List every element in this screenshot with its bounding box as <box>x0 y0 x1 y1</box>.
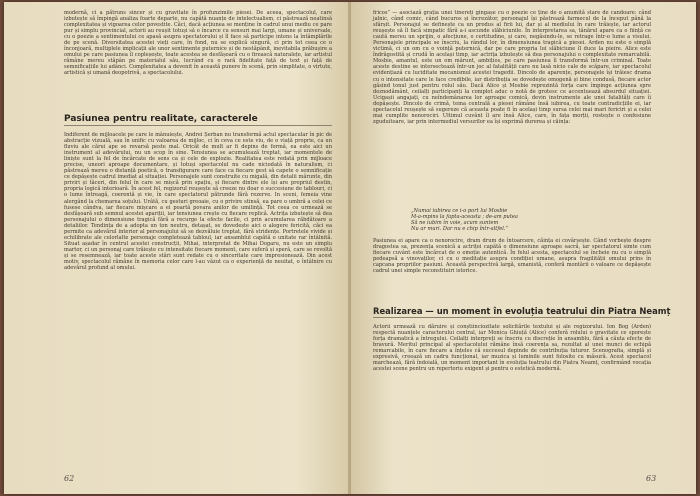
verse-line: Să ne iubim în voie, acum suntem <box>411 220 499 227</box>
right-paragraph-1: fricos” — asociază grația unei tinereți gingașe cu o poezie ce ține de o anumită stare de candoare: când jalnic, când comic, când bucuros și încrezător, personajul își păstrează farmecul de la început până la sfârșit. Personajul se definește ca un produs al firii lui, dar și al mediului în care trăiește, iar actorul reușește să îl facă simpatic fără a-i ascunde slăbiciunile. În interpretarea sa, tânărul apare ca o ființă ce caută mereu un sprijin, o afecțiune, o certitudine, și care, negăsindu-le, se retrage într-o lume a visului. Personajele principale se înscriu, la rândul lor, în dimensiunea tragică a piesei. Arden nu este o simplă victimă, ci un om cu o voință puternică, dar pe care propria lui slăbiciune îl duce la pieire. Alice este îndrăgostită și crudă în același timp, iar actrița izbutește să dea personajului o complexitate remarcabilă. Mosbie, amantul, este un om mărunt, ambițios, pe care pasiunea îl transformă într-un criminal. Toate aceste destine se intersectează într-un joc al fatalității care nu lasă nicio cale de scăpare, iar spectacolul evidențiază cu luciditate mecanismul acestei tragedii. Dincolo de aparențe, personajele își trăiesc drama cu o intensitate care le face credibile, iar distribuția se dovedește omogenă și bine condusă, fiecare actor găsind tonul just pentru rolul său. Dacă Alice și Mosbie reprezintă forța care împinge acțiunea spre deznodământ, ceilalți participanți la complot aduc o notă de grotesc ce accentuează absurdul situației. Ucigașii angajați, cu neîndemânarea lor aproape comică, devin instrumente ale unei fatalități care îi depășește. Dincolo de crimă, tema centrală a piesei rămâne însă iubirea, cu toate contradicțiile ei, iar spectacolul reușește să sugereze că aceasta poate fi în același timp sursa celei mai mari fericiri și a celei mai cumplite nenorociri. Ultimul cuvânt îl are însă Alice, care, în fața morții, rostește o confesiune zguduitoare, iar prin intermediul versurilor ea își exprimă durerea și căința: <box>373 10 651 125</box>
left-heading: Pasiunea pentru realitate, caracterele <box>64 114 258 124</box>
right-heading-rule <box>373 317 651 318</box>
verse-line: Nu ar muri. Dar nu e chip într-altfel.” <box>411 226 509 233</box>
right-paragraph-3: Actorii urmează cu dăruire și conștiinciozitate solicitările textului și ale regizorului. Ion Bog (Arden) respectă nuanțele caracterului central, iar Monica Ghiuță (Alice) conferă rolului o gravitate ce sporește forța dramatică a întregului. Ceilalți interpreți se înscriu cu discreție în ansamblu, fără a căuta efecte de bravură. Meritul principal al spectacolului rămâne însă coerența sa, rezultat al unei munci de echipă remarcabile, în care fiecare a înțeles că succesul depinde de contribuția tuturor. Scenografia, simplă și expresivă, creează un cadru funcțional, iar muzica și luminile sunt folosite cu măsură. Acest spectacol marchează, fără îndoială, un moment important în evoluția teatrului din Piatra Neamț, confirmând vocația acestei scene pentru un repertoriu exigent și pentru o estetică modernă. <box>373 324 651 373</box>
book-spread <box>4 2 696 494</box>
left-heading-rule <box>64 125 332 126</box>
left-paragraph-2: Indiferent de mijloacele pe care le mânuiește, Andrei Șerban nu transformă actul spectacular în pic de abstracție vizuală, sau în unific cu valoarea de mijloc, ci în ceva ce este viu, de o viață proprie, ca un fluviu ale cărui ape se revarsă peste mal. Oricât de mult ar fi depins de formă, ea este aici un instrument al adevărului, nu un scop în sine. Tensiunea se acumulează treptat, iar momentele de liniște sunt la fel de încărcate de sens ca și cele de explozie. Realitatea este redată prin mijloace precise, uneori aproape documentare, și totuși spectacolul nu cade niciodată în naturalism, ci păstrează mereu o distanță poetică, o transfigurare care face ca fiecare gest să capete o semnificație ce depășește cadrul imediat al situației. Personajele sunt construite cu migală, din detalii mărunte, din priviri și tăceri, din felul în care se mișcă prin spațiu, și fiecare dintre ele își are propriul destin, propria logică interioară. În acest fel, regizorul reușește să creeze nu doar o succesiune de tablouri, ci o lume întreagă, coerentă și vie, în care spectatorul pătrunde fără rezerve. In sceni, femeia vine alergând la chemarea soțului. Urâtă, cu gesturi greoaie, cu o privire stinsă, ea pare o umbră a celei ce fusese cândva, iar fiecare mișcare a ei poartă povara anilor de umilință. Tot ceea ce urmează se desfășoară sub semnul acestei apariții, iar tensiunea crește cu fiecare replică. Actrița izbutește să dea personajului o dimensiune tragică fără a recurge la efecte facile, ci prin acumularea răbdătoare a detaliilor. Tendința de a adopta un ton neutru, detașat, se dovedește aici o alegere fericită, căci ea permite ca adevărul interior al personajului să se dezvăluie treptat, fără stridențe. Portretele vivide și echilibrate ale celorlalte personaje completează tabloul, iar ansamblul capătă o unitate rar întâlnită. Situat așadar în centrul acestei construcții, Mihai, interpretat de Mihai Dogaru, nu este un simplu martor, ci un personaj care trăiește cu intensitate fiecare moment, care suferă și speră, care se revoltă și se resemnează, iar toate aceste stări sunt redate cu o sinceritate care impresionează. Din acest motiv, spectacolul rămâne în memoria celor care l-au văzut ca o experiență de neuitat, o întâlnire cu adevărul profund al omului. <box>64 132 332 272</box>
verse-line: „Numai iubirea ce i-o port lui Mosbie <box>411 208 508 214</box>
page-number-right: 63 <box>646 474 657 483</box>
right-heading: Realizarea — un moment în evoluția teatrului din Piatra Neamț <box>373 306 671 316</box>
verse-line: M-a-mpins la fapta-aceasta ; de-am putea <box>411 214 518 221</box>
right-paragraph-2: Pasiunea ei apare ca o nenorocire, dram drum de întoarcere, căința ei covârșește. Când vorbește despre dragostea sa, prezența scenică a actriței capătă o dimensiune aproape sacră, iar spectatorul simte cum fiecare cuvânt este încărcat de o emoție autentică. În felul acesta, spectacolul se încheie nu cu o simplă pedeapsă a vinovaților, ci cu o meditație asupra condiției umane, asupra fragilității omului prins în capcana propriilor pasiuni. Această perspectivă largă, umanistă, conferă montării o valoare ce depășește cadrul unei simple reconstituiri istorice. <box>373 238 651 275</box>
left-page <box>4 2 349 494</box>
verse-quote <box>411 208 518 232</box>
page-number-left: 62 <box>64 474 75 483</box>
left-paragraph-1: modernă, ci a pătruns sincer și cu gravitate în profunzimile piesei. De aceea, spectacolul, care izbutește să împingă analiza foarte departe, nu capătă nuanțe de intelectualism, ci păstrează neatinsă complexitatea și vigoarea celor povestite. Căci, dacă acțiunea se menține în cadrul unui mediu ce pare pur și simplu provincial, actorii au reușit totuși să o încarce cu sensuri mai largi, umane și universale, cu o poezie a sentimentului ce apasă asupra spectatorului și îl face să participe intens la întâmplările de pe scenă. Diversitatea acestei vieți care, în fond, nu se explică singură, ci prin tot ceea ce o înconjoară, multiplele implicații ale unor sentimente puternice și de nestăpânit, inevitabila prăbușire a omului pe care pasiunea îl copleșește, toate acestea se desfășoară cu o firească naturalețe, iar artistul rămâne mereu stăpân pe materialul său, lucrând cu o rară fidelitate față de text și față de semnificațiile lui adânci. Complexitatea a devenit în această punere în scenă, prin simplitate, o virtute, artistică și umană deopotrivă, a spectacolului. <box>64 10 332 77</box>
right-page <box>351 2 696 494</box>
